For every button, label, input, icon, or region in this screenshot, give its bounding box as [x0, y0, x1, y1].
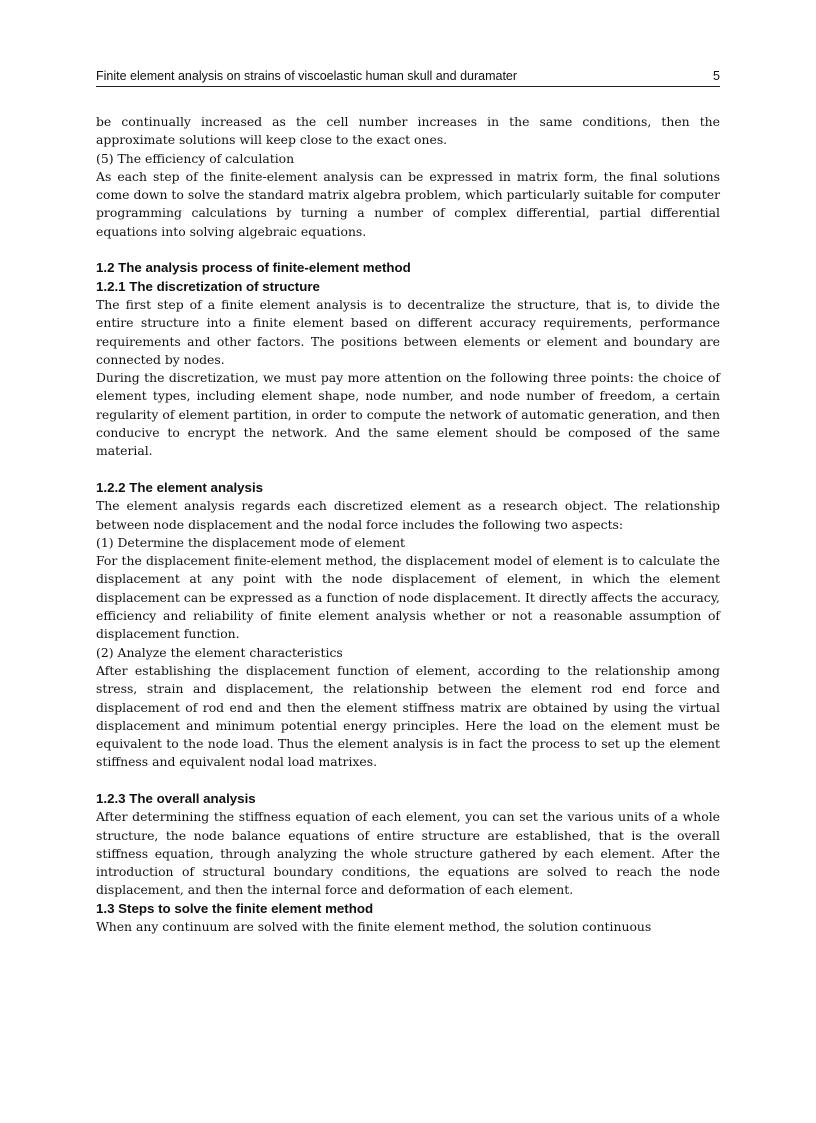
subsection-heading-1-2-2: 1.2.2 The element analysis: [96, 479, 264, 495]
page-number: 5: [713, 69, 720, 83]
paragraph-element-analysis: The element analysis regards each discretized element as a research object. The relationship between node displacement and the nodal force includes the following two aspects:: [96, 498, 720, 532]
paragraph-discretization-1: The first step of a finite element analysis is to decentralize the structure, that is, to divide the entire structure into a finite element based on different accuracy requirements, performance requirements and other factors. The positions between elements or element and boundary are connected by nodes.: [96, 296, 720, 367]
paragraph-overall-analysis: After determining the stiffness equation of each element, you can set the various units of a whole structure, the node balance equations of entire structure are established, that is the overall stiffness equation, through analyzing the whole structure gathered by each element. After the introduction of structural boundary conditions, the equations are solved to reach the node displacement, and then the internal force and deformation of each element.: [96, 809, 720, 898]
list-item-element-characteristics: (2) Analyze the element characteristics: [96, 644, 343, 660]
list-item-efficiency: (5) The efficiency of calculation: [96, 150, 295, 166]
subsection-heading-1-2-3: 1.2.3 The overall analysis: [96, 790, 256, 806]
body-text: [96, 113, 720, 936]
paragraph-element-characteristics: After establishing the displacement function of element, according to the relationship among stress, strain and displacement, the relationship between the element rod end force and displacement of rod end and then the element stiffness matrix are obtained by using the virtual displacement and minimum potential energy principles. Here the load on the element must be equivalent to the node load. Thus the element analysis is in fact the process to set up the element stiffness and equivalent nodal load matrixes.: [96, 662, 720, 770]
running-header: [96, 68, 720, 87]
section-heading-1-3: 1.3 Steps to solve the finite element method: [96, 900, 374, 916]
paragraph-efficiency: As each step of the finite-element analysis can be expressed in matrix form, the final solutions come down to solve the standard matrix algebra problem, which particularly suitable for computer programming calculations by turning a number of complex differential, partial differential equations into solving algebraic equations.: [96, 168, 720, 239]
subsection-heading-1-2-1: 1.2.1 The discretization of structure: [96, 278, 320, 294]
paragraph-displacement-mode: For the displacement finite-element method, the displacement model of element is to calculate the displacement at any point with the node displacement of element, in which the element displacement can be expressed as a function of node displacement. It directly affects the accuracy, efficiency and reliability of finite element analysis whether or not a reasonable assumption of displacement function.: [96, 553, 720, 642]
list-item-displacement-mode: (1) Determine the displacement mode of element: [96, 534, 406, 550]
running-title: Finite element analysis on strains of viscoelastic human skull and duramater: [96, 69, 518, 83]
paragraph-steps: When any continuum are solved with the finite element method, the solution continuous: [96, 919, 652, 935]
page: [96, 68, 720, 936]
paragraph-discretization-2: During the discretization, we must pay more attention on the following three points: the choice of element types, including element shape, node number, and node number of freedom, a certain regularity of element partition, in order to compute the network of automatic generation, and then conducive to encrypt the network. And the same element should be composed of the same material.: [96, 370, 720, 459]
section-heading-1-2: 1.2 The analysis process of finite-element method: [96, 260, 411, 276]
paragraph-continuation: be continually increased as the cell number increases in the same conditions, then the approximate solutions will keep close to the exact ones.: [96, 114, 720, 148]
